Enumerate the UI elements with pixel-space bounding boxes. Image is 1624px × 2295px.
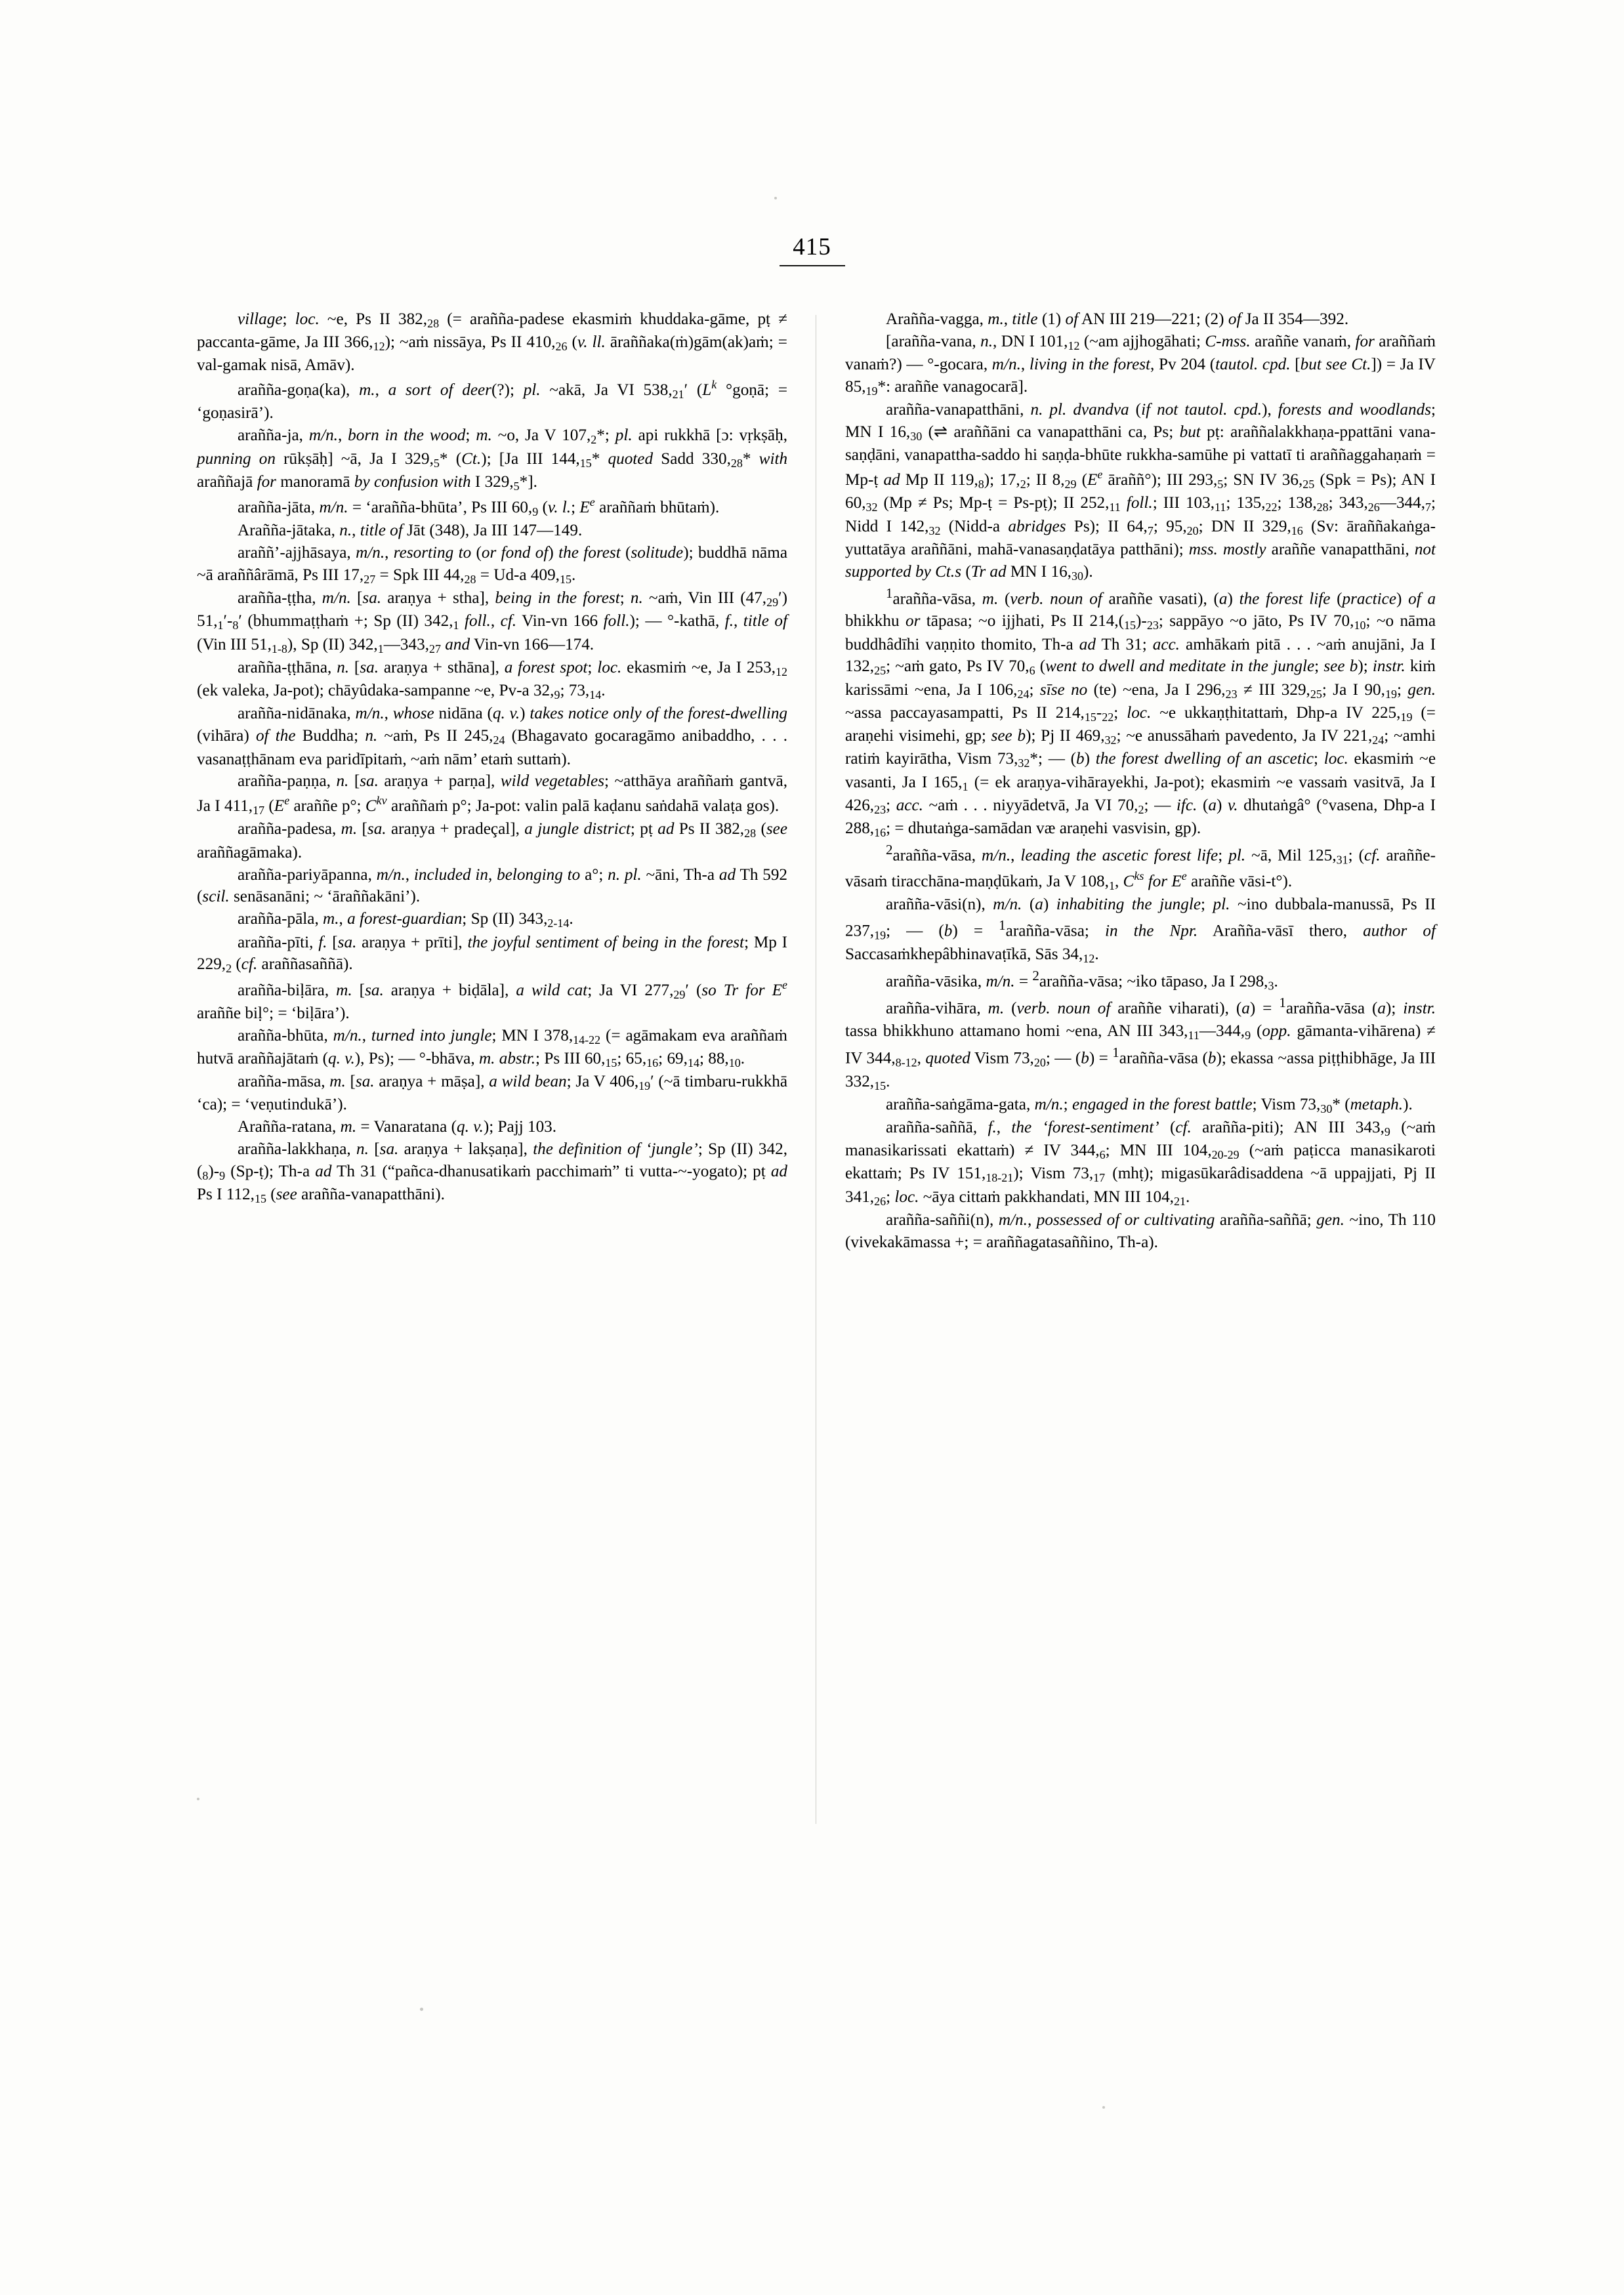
dictionary-entry: Arañña-ratana, m. = Vanaratana (q. v.); Pajj 103. (238, 1118, 557, 1136)
dictionary-entry: arañña-jāta, m/n. = ‘arañña-bhūta’, Ps III $60,_9$ (v. l.; $E^e$ araññaṁ bhūtaṁ). (238, 495, 720, 518)
print-speck (197, 1798, 199, 1800)
dictionary-entry: arañña-ja, m/n., born in the wood; m. ~o, Ja V $107,_2*$; pl. api rukkhā [ɔ: vṛkṣāḥ, punning on rūkṣāḥ] ~ā, Ja I $329,_5*$ (Ct.); [Ja III $144,_{15}*$ quoted Sadd $330,_{28}*$ with araññajā for manoramā by confusion with I $329,_5*$]. (197, 426, 788, 493)
right-column (845, 308, 1436, 1254)
dictionary-entry: arañña-saññā, f., the ‘forest-sentiment’ (cf. arañña-piti); AN III $343,_9$ (~aṁ manasikarissati ekattaṁ) ≠ IV $344,_6$; MN III $104,_{20-29}$ (~aṁ paṭicca manasikaroti ekattaṁ; Ps IV $151,_{18-21}$); Vism $73,_{17}$ (mhṭ); migasūkarâdisaddena ~ā uppajjati, Pj II $341,_{26}$; loc. ~āya cittaṁ pakkhandati, MN III $104,_{21}$. (845, 1119, 1436, 1208)
dictionary-entry: arañña-vāsika, m/n. = $^2$arañña-vāsa; ~iko tāpaso, Ja I $298,_3$. (886, 967, 1278, 993)
dictionary-entry: arañña-māsa, m. [sa. araṇya + māṣa], a wild bean; Ja V $406,_{19}'$ (~ā timbaru-rukkhā ‘ca); = ‘veṇutindukā’). (197, 1073, 787, 1114)
page-header (0, 233, 1624, 266)
dictionary-entry: araññ’-ajjhāsaya, m/n., resorting to (or fond of) the forest (solitude); buddhā nāma ~ā araññârāmā, Ps III $17,_{27}$ = Spk III $44,_{28} = Ud-a$ $409,_{15}$. (197, 544, 787, 587)
dictionary-entry: arañña-pāla, m., a forest-guardian; Sp (II) $343,_{2-14}$. (238, 910, 573, 930)
dictionary-entry: [arañña-vana, n., DN I $101,_{12}$ (~am ajjhogāhati; C-mss. araññe vanaṁ, for araññaṁ vanaṁ?) — °-gocara, m/n., living in the forest, Pv 204 (tautol. cpd. [but see Ct.]) = Ja IV $85,_{19}*$: araññe vanagocarā]. (845, 332, 1436, 398)
dictionary-entry: arañña-ṭṭha, m/n. [sa. araṇya + stha], being in the forest; n. ~aṁ, Vin III $(47,_{29}')$ $51,_1'-_8'$ (bhummaṭṭhaṁ +; Sp (II) $342,_1$ foll., cf. Vin-vn 166 foll.); — °-kathā, f., title of (Vin III $51,_{1-8}$), Sp (II) $342,_1—343,_{27}$ and Vin-vn 166—174. (197, 589, 787, 655)
dictionary-entry: arañña-saññi(n), m/n., possessed of or cultivating arañña-saññā; gen. ~ino, Th 110 (vivekakāmassa +; = araññagatasaññino, Th-a). (845, 1210, 1436, 1251)
dictionary-entry: arañña-lakkhaṇa, n. [sa. araṇya + lakṣaṇa], the definition of ‘jungle’; Sp (II) $342,(_8)-_9$ (Sp-ṭ); Th-a ad Th 31 (“pañca-dhanusatikaṁ pacchimaṁ” ti vutta-~-yogato); pṭ ad Ps I $112,_{15}$ (see arañña-vanapatthāni). (197, 1140, 788, 1206)
print-speck (774, 197, 777, 199)
print-speck (1102, 2106, 1105, 2109)
dictionary-entry: arañña-paṇṇa, n. [sa. araṇya + parṇa], wild vegetables; ~atthāya araññaṁ gantvā, Ja I $411,_{17}$ ($E^e$ araññe p°; $C^{kv}$ araññaṁ p°; Ja-pot: valin palā kaḍanu saṅdahā valaṭa gos). (197, 772, 787, 817)
dictionary-entry: arañña-padesa, m. [sa. araṇya + pradeçal], a jungle district; pṭ ad Ps II $382,_{28}$ (see araññagāmaka). (197, 820, 788, 861)
dictionary-entry: $^2$arañña-vāsa, m/n., leading the ascetic forest life; pl. ~ā, Mil $125,_{31}$; (cf. araññe-vāsaṁ tiracchāna-maṇḍūkaṁ, Ja V $108,_1$, $C^{ks}$ for $E^e$ araññe vāsi-t°). (845, 842, 1436, 892)
dictionary-entry: arañña-vanapatthāni, n. pl. dvandva (if not tautol. cpd.), forests and woodlands; MN I $16,_{30}$ (⇌ araññāni ca vanapatthāni ca, Ps; but pṭ: araññalakkhaṇa-ppattāni vana-saṇḍāni, vanapattha-saddo hi saṇḍa-bhūte rukkha-samūhe pi vattatī ti araññaggahaṇaṁ = Mp-ṭ ad Mp II $119,_8$); $17,_2$; II $8,_{29}$ ($E^e$ āraññ°); III $293,_5$; SN IV $36,_{25}$ (Spk = Ps); AN I $60,_{32}$ (Mp ≠ Ps; Mp-ṭ = Ps-pṭ); II $252,_{11}$ foll.; III $103,_{11}$; $135,_{22}$; $138,_{28}$; $343,_{26}—344,_7$; Nidd I $142,_{32}$ (Nidd-a abridges Ps); II $64,_7$; $95,_{20}$; DN II $329,_{16}$ (Sv: āraññakaṅga-yuttatāya araññāni, mahā-vanasaṇḍatāya patthāni); mss. mostly araññe vanapatthāni, not supported by Ct.s (Tr ad MN I $16,_{30}$). (845, 401, 1436, 583)
dictionary-entry: arañña-goṇa(ka), m., a sort of deer(?); pl. ~akā, Ja VI $538,_{21}'$ ($L^k$ °goṇā; = ‘goṇasirā’). (197, 378, 788, 423)
left-column (197, 308, 787, 1254)
dictionary-entry: $^1$arañña-vāsa, m. (verb. noun of araññe vasati), (a) the forest life (practice) of a bhikkhu or tāpasa; ~o ijjhati, Ps II $214,(_{15})-_{23}$; sappāyo ~o jāto, Ps IV $70,_{10}$; ~o nāma buddhâdīhi vaṇṇito thomito, Th-a ad Th 31; acc. amhākaṁ pitā . . . ~aṁ anujāni, Ja I $132,_{25}$; ~aṁ gato, Ps IV $70,_6$ (went to dwell and meditate in the jungle; see b); instr. kiṁ karissāmi ~ena, Ja I $106,_{24}$; sīse no (te) ~ena, Ja I $296,_{23}$ ≠ III $329,_{25}$; Ja I $90,_{19}$; gen. ~assa paccayasampatti, Ps II $214,_{15}-_{22}$; loc. ~e ukkaṇṭhitattaṁ, Dhp-a IV $225,_{19}$ (= araṇehi visimehi, gp; see b); Pj II $469,_{32}$; ~e anussāhaṁ pavedento, Ja IV $221,_{24}$; ~amhi ratiṁ kayirātha, Vism $73,_{32}*$; — (b) the forest dwelling of an ascetic; loc. ekasmiṁ ~e vasanti, Ja I $165,_1$ (= ek araṇya-vihārayekhi, Ja-pot); ekasmiṁ ~e vassaṁ vasitvā, Ja I $426,_{23}$; acc. ~aṁ . . . niyyādetvā, Ja VI $70,_2$; — ifc. (a) v. dhutaṅgâ° (°vasena, Dhp-a I $288,_{16}$; = dhutaṅga-samādan væ araṇehi vasvisin, gp). (845, 585, 1436, 840)
page-number: 415 (780, 233, 845, 266)
dictionary-entry: arañña-nidānaka, m/n., whose nidāna (q. v.) takes notice only of the forest-dwelling (vihāra) of the Buddha; n. ~aṁ, Ps II $245,_{24}$ (Bhagavato gocaragāmo anibaddho, . . . vasanaṭṭhānam eva paridīpitaṁ, ~aṁ nām’ etaṁ suttaṁ). (197, 705, 788, 768)
text-columns (197, 308, 1437, 1254)
dictionary-entry: Arañña-vagga, m., title (1) of AN III 219—221; (2) of Ja II 354—392. (886, 310, 1349, 328)
dictionary-entry: arañña-pīti, f. [sa. araṇya + prīti], the joyful sentiment of being in the forest; Mp I $229,_2$ (cf. araññasaññā). (197, 933, 788, 976)
dictionary-entry: village; loc. ~e, Ps II $382,_{28}$ (= arañña-padese ekasmiṁ khuddaka-gāme, pṭ ≠ paccanta-gāme, Ja III $366,_{12}$); ~aṁ nissāya, Ps II $410,_{26}$ (v. ll. āraññaka(ṁ)gām(ak)aṁ; = val-gamak nisā, Amāv). (197, 310, 788, 375)
dictionary-entry: Arañña-jātaka, n., title of Jāt (348), Ja III 147—149. (238, 522, 583, 540)
dictionary-entry: arañña-vihāra, m. (verb. noun of araññe viharati), (a) = $^1$arañña-vāsa (a); instr. tassa bhikkhuno attamano homi ~ena, AN III $343,_{11}—344,_9$ (opp. gāmanta-vihārena) ≠ IV $344,_{8-12}$, quoted Vism $73,_{20}$; — (b) = $^1$arañña-vāsa (b); ekassa ~assa piṭṭhibhāge, Ja III $332,_{15}$. (845, 995, 1436, 1092)
dictionary-entry: arañña-ṭṭhāna, n. [sa. araṇya + sthāna], a forest spot; loc. ekasmiṁ ~e, Ja I $253,_{12}$ (ek valeka, Ja-pot); chāyûdaka-sampanne ~e, Pv-a $32,_9$; $73,_{14}$. (197, 658, 788, 702)
dictionary-entry: arañña-pariyāpanna, m/n., included in, belonging to a°; n. pl. ~āni, Th-a ad Th 592 (scil. senāsanāni; ~ ‘āraññakāni’). (197, 865, 788, 906)
dictionary-entry: arañña-vāsi(n), m/n. (a) inhabiting the jungle; pl. ~ino dubbala-manussā, Ps II $237,_{19}$; — (b) = $^1$arañña-vāsa; in the Npr. Arañña-vāsī thero, author of Saccasaṁkhepâbhinavaṭīkā, Sās $34,_{12}$. (845, 896, 1436, 965)
print-speck (420, 2008, 423, 2011)
dictionary-entry: arañña-bhūta, m/n., turned into jungle; MN I $378,_{14-22}$ (= agāmakam eva araññaṁ hutvā araññajātaṁ (q. v.), Ps); — °-bhāva, m. abstr.; Ps III $60,_{15}$; $65,_{16}$; $69,_{14}$; $88,_{10}$. (197, 1026, 787, 1069)
dictionary-entry: arañña-biḷāra, m. [sa. araṇya + biḍāla], a wild cat; Ja VI $277,_{29}'$ (so Tr for $E^e$ araññe biḷ°; = ‘biḷāra’). (197, 978, 787, 1022)
dictionary-entry: arañña-saṅgāma-gata, m/n.; engaged in the forest battle; Vism $73,_{30}*$ (metaph.). (886, 1095, 1413, 1115)
